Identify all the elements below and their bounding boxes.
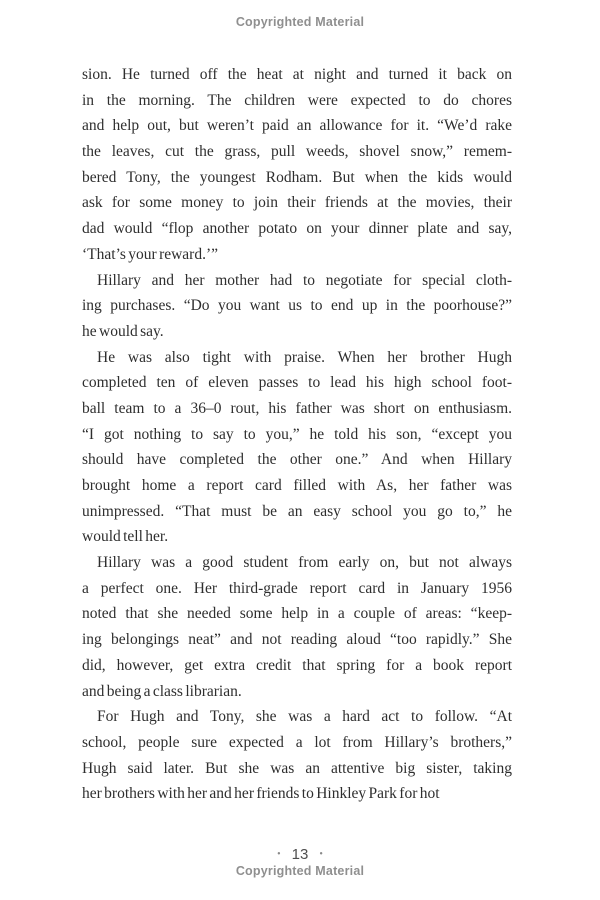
text-line: ask for some money to join their friends at the movies, their — [82, 194, 512, 212]
text-line: ball team to a 36–0 rout, his father was short on enthusiasm. — [82, 399, 512, 417]
text-line: should have completed the other one.” And when Hillary — [82, 451, 512, 469]
text-line: Hillary and her mother had to negotiate for special cloth- — [97, 271, 512, 289]
text-line: school, people sure expected a lot from Hillary’s brothers,” — [82, 733, 512, 751]
text-line: dad would “flop another potato on your dinner plate and say, — [82, 220, 512, 238]
paragraph — [82, 550, 512, 704]
text-line: Hugh said later. But she was an attentive big sister, taking — [82, 759, 512, 777]
paragraph — [82, 345, 512, 551]
text-line: did, however, get extra credit that spring for a book report — [82, 656, 512, 674]
text-line: ing belongings neat” and not reading aloud “too rapidly.” She — [82, 631, 512, 649]
page-number-bullet-left: • — [277, 849, 281, 860]
text-line: would tell her. — [82, 528, 169, 546]
text-line: and help out, but weren’t paid an allowance for it. “We’d rake — [82, 117, 512, 135]
text-line: brought home a report card filled with As, her father was — [82, 477, 512, 494]
text-line: ing purchases. “Do you want us to end up in the poorhouse?” — [82, 297, 512, 315]
body-text-block — [82, 62, 512, 807]
paragraph — [82, 704, 512, 807]
page-number: 13 — [291, 846, 309, 863]
text-line: Hillary was a good student from early on, but not always — [97, 554, 512, 572]
text-line: sion. He turned off the heat at night and turned it back on — [82, 66, 512, 83]
paragraph — [82, 268, 512, 345]
text-line: bered Tony, the youngest Rodham. But when the kids would — [82, 168, 512, 186]
text-line: the leaves, cut the grass, pull weeds, shovel snow,” remem- — [82, 143, 512, 161]
page-number-bullet-right: • — [319, 849, 323, 860]
copyright-notice-bottom: Copyrighted Material — [235, 864, 365, 878]
text-line: “I got nothing to say to you,” he told his son, “except you — [82, 425, 512, 443]
text-line: noted that she needed some help in a couple of areas: “keep- — [82, 605, 512, 623]
text-line: He was also tight with praise. When her brother Hugh — [97, 348, 512, 366]
text-line: in the morning. The children were expected to do chores — [82, 91, 512, 109]
text-line: ‘That’s your reward.’” — [82, 245, 219, 263]
page-number-row — [0, 846, 600, 864]
text-line: For Hugh and Tony, she was a hard act to follow. “At — [97, 708, 512, 726]
text-line: a perfect one. Her third-grade report card in January 1956 — [82, 579, 512, 597]
text-line: and being a class librarian. — [82, 682, 242, 700]
text-line: he would say. — [82, 322, 164, 340]
text-line: her brothers with her and her friends to Hinkley Park for hot — [82, 785, 440, 803]
paragraph — [82, 62, 512, 268]
text-line: completed ten of eleven passes to lead his high school foot- — [82, 374, 512, 392]
copyright-notice-top: Copyrighted Material — [235, 15, 365, 29]
text-line: unimpressed. “That must be an easy school you go to,” he — [82, 502, 512, 520]
